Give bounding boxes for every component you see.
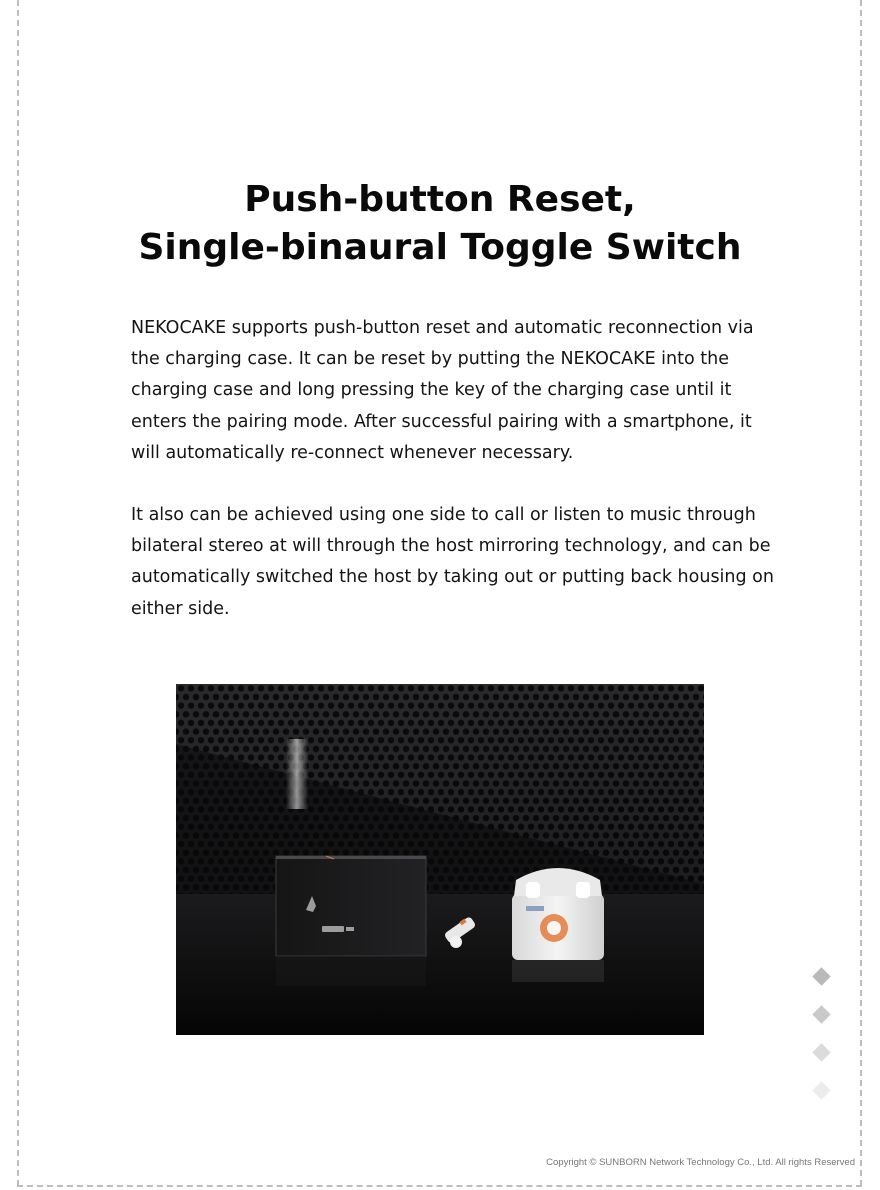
- page-indicator-diamond-icon: [812, 1081, 830, 1099]
- copyright-footer: Copyright © SUNBORN Network Technology Co., Ltd. All rights Reserved: [546, 1157, 855, 1168]
- title-line-1: Push-button Reset,: [244, 179, 636, 220]
- paragraph-toggle: It also can be achieved using one side to call or listen to music through bilateral stereo at will through the host mirroring technology, and can be automatically switched the host by taking out or putting back housing on either side.: [131, 505, 774, 619]
- product-photo-illustration: [176, 684, 704, 1035]
- page-title: [0, 176, 880, 272]
- product-photo: [176, 684, 704, 1035]
- page-indicator-diamond-icon: [812, 967, 830, 985]
- page-border-bottom: [17, 1185, 862, 1187]
- page-indicator-diamond-icon: [812, 1043, 830, 1061]
- paragraph-reset: NEKOCAKE supports push-button reset and automatic reconnection via the charging case. It can be reset by putting the NEKOCAKE into the charging case and long pressing the key of the charging case until it enters the pairing mode. After successful pairing with a smartphone, it will automatically re-connect whenever necessary.: [131, 318, 754, 463]
- page-indicator: [810, 964, 834, 1104]
- title-line-2: Single-binaural Toggle Switch: [138, 227, 742, 268]
- page-indicator-diamond-icon: [812, 1005, 830, 1023]
